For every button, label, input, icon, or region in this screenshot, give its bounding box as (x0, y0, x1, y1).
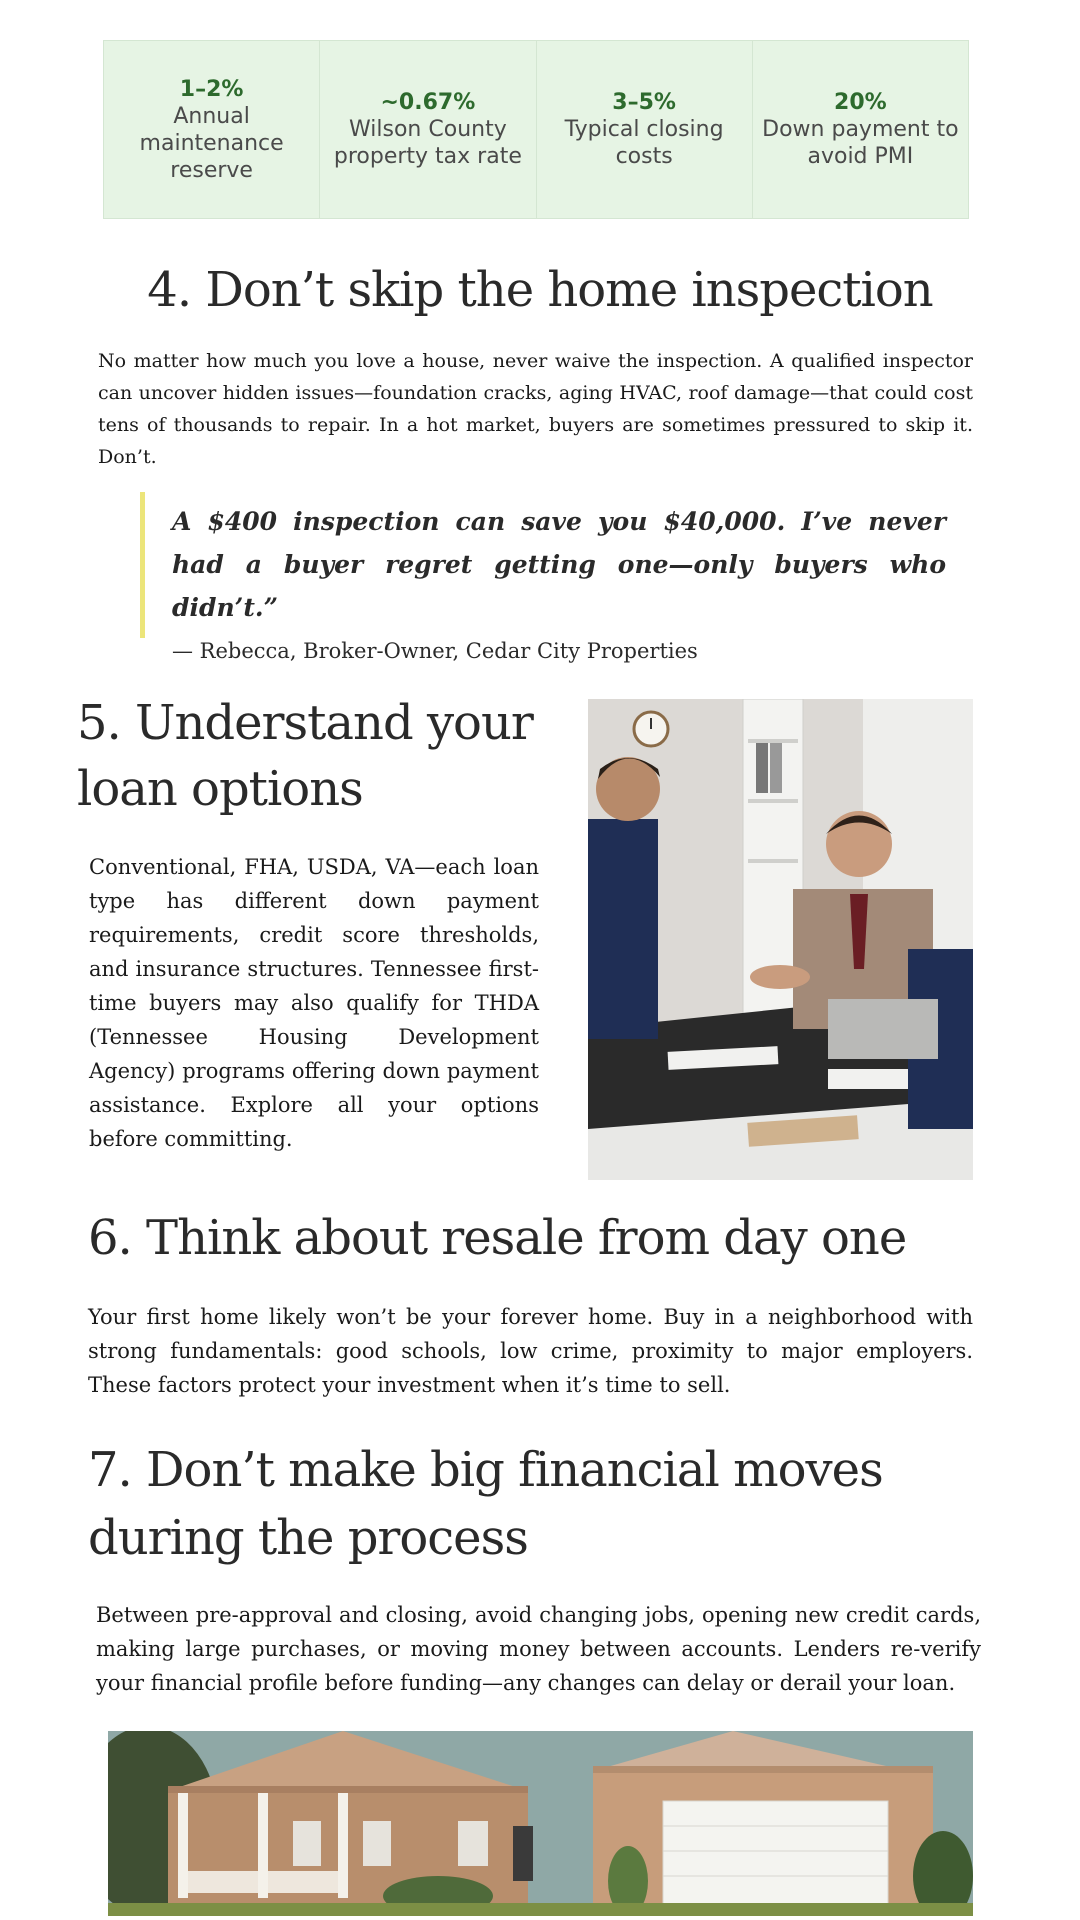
pull-quote (140, 492, 946, 663)
section-6-body: Your first home likely won’t be your forever home. Buy in a neighborhood with strong fundamentals: good schools, low crime, proximity to major employers. These factors protect your investment when it’s time to sell. (88, 1305, 973, 1397)
quote-text: A $400 inspection can save you $40,000. I’ve never had a buyer regret getting one—only buyers who didn’t.” (172, 507, 946, 622)
section-5-heading: 5. Understand your loan options (77, 695, 533, 817)
stat-value: 20% (834, 90, 887, 115)
house-photo (108, 1731, 973, 1916)
stat-label: Wilson County property tax rate (333, 117, 522, 169)
quote-attribution: — Rebecca, Broker-Owner, Cedar City Properties (172, 639, 698, 663)
section-5-body: Conventional, FHA, USDA, VA—each loan type has different down payment requirements, credit score thresholds, and insurance structures. Tennessee first-time buyers may also qualify for THDA (Tennessee Housing Development Agency) programs offering down payment assistance. Explore all your options before committing. (89, 855, 539, 1151)
section-7-body: Between pre-approval and closing, avoid changing jobs, opening new credit cards, making large purchases, or moving money between accounts. Lenders re-verify your financial profile before funding—any changes can delay or derail your loan. (96, 1603, 981, 1695)
stat-card (320, 41, 536, 218)
section-6-heading: 6. Think about resale from day one (88, 1210, 907, 1266)
stat-card (753, 41, 968, 218)
handshake-photo (588, 699, 973, 1180)
stat-card (104, 41, 320, 218)
section-7-heading: 7. Don’t make big financial moves during the process (88, 1442, 883, 1566)
stat-value: 1–2% (179, 76, 244, 102)
handshake-illustration (588, 699, 973, 1180)
stat-label: Down payment to avoid PMI (762, 117, 959, 169)
stats-strip (103, 40, 969, 219)
stat-label: Typical closing costs (564, 117, 724, 169)
section-4-body: No matter how much you love a house, never waive the inspection. A qualified inspector can uncover hidden issues—foundation cracks, aging HVAC, roof damage—that could cost tens of thousands to repair. In a hot market, buyers are sometimes pressured to skip it. Don’t. (98, 350, 973, 468)
stat-value: ~0.67% (380, 90, 476, 115)
stat-value: 3–5% (612, 90, 676, 115)
stat-card (537, 41, 753, 218)
section-4-heading: 4. Don’t skip the home inspection (147, 262, 933, 318)
stat-label: Annual maintenance reserve (139, 103, 284, 183)
house-illustration (108, 1731, 973, 1916)
